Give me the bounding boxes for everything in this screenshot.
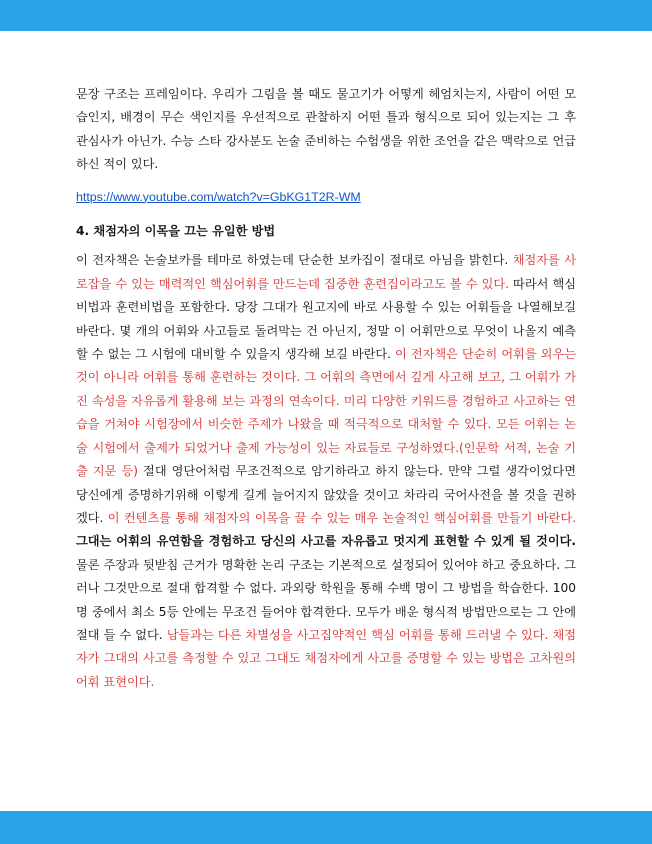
footer-accent-bar [0, 811, 652, 844]
bold-segment: 그대는 어휘의 유연함을 경험하고 당신의 사고를 자유롭고 멋지게 표현할 수 있게 될 것이다. [76, 534, 576, 549]
highlight-segment-2: 이 전자책은 단순히 어휘를 외우는 것이 아니라 어휘를 통해 훈련하는 것이다. 그 어휘의 측면에서 깊게 사고해 보고, 그 어휘가 가진 속성을 자유롭게 활용해 보는 과정의 연속이다. 미리 다양한 키워드를 경험하고 사고하는 연습을 거쳐야 시험장에서 비슷한 주제가 나왔을 때 적극적으로 대처할 수 있다. 모든 어휘는 논술 시험에서 출제가 되었거나 출제 가능성이 있는 자료들로 구성하였다.(인문학 서적, 논술 기출 지문 등) [76, 347, 576, 479]
intro-paragraph: 문장 구조는 프레임이다. 우리가 그림을 볼 때도 물고기가 어떻게 헤엄치는지, 사람이 어떤 모습인지, 배경이 무슨 색인지를 우선적으로 관찰하지 어떤 틀과 형식으로 되어 있는지는 그 후 관심사가 아닌가. 수능 스타 강사분도 논술 준비하는 수험생을 위한 조언을 같은 맥락으로 언급하신 적이 있다. [76, 87, 576, 172]
text-segment-3: 절대 영단어처럼 무조건적으로 암기하라고 하지 않는다. 만약 그럴 생각이었다면 당신에게 증명하기위해 이렇게 길게 늘어지지 않았을 것이고 차라리 국어사전을 볼 것을 권하겠다. [76, 464, 576, 525]
youtube-link[interactable]: https://www.youtube.com/watch?v=GbKG1T2R-WM [76, 189, 361, 204]
text-segment-2: 따라서 핵심비법과 훈련비법을 포함한다. 당장 그대가 원고지에 바로 사용할 수 있는 어휘들을 나열해보길 바란다. 몇 개의 어휘와 사고들로 돌려막는 건 아닌지, 정말 이 어휘만으로 무엇이 나올지 예측할 수 없는 그 시험에 대비할 수 있을지 생각해 보길 바란다. [76, 276, 576, 362]
text-segment-4: 물론 주장과 뒷받침 근거가 명확한 논리 구조는 기본적으로 설정되어 있어야 하고 중요하다. 그러나 그것만으로 절대 합격할 수 없다. 과외랑 학원을 통해 수백 명이 그 방법을 학습한다. 100명 중에서 최소 5등 안에는 무조건 들어야 합격한다. 모두가 배운 형식적 방법만으로는 그 안에 절대 들 수 없다. [76, 557, 576, 642]
header-accent-bar [0, 0, 652, 31]
text-segment-1: 이 전자책은 논술보카를 테마로 하였는데 단순한 보카집이 절대로 아님을 밝힌다. [76, 253, 513, 268]
main-paragraph [76, 249, 576, 694]
document-body [76, 83, 576, 694]
highlight-segment-1: 채점자를 사로잡을 수 있는 매력적인 핵심어휘를 만드는데 집중한 훈련집이라고도 볼 수 있다. [76, 253, 576, 291]
highlight-segment-3: 이 컨텐츠를 통해 채점자의 이목을 끌 수 있는 매우 논술적인 핵심어휘를 만들기 바란다. [107, 510, 577, 525]
section-heading: 4. 채점자의 이목을 끄는 유일한 방법 [76, 224, 276, 239]
link-paragraph [76, 186, 576, 209]
highlight-segment-4: 남들과는 다른 차별성을 사고집약적인 핵심 어휘를 통해 드러낼 수 있다. 채점자가 그대의 사고를 측정할 수 있고 그대도 채점자에게 사고를 증명할 수 있는 방법은 고차원의 어휘 표현이다. [76, 627, 576, 689]
